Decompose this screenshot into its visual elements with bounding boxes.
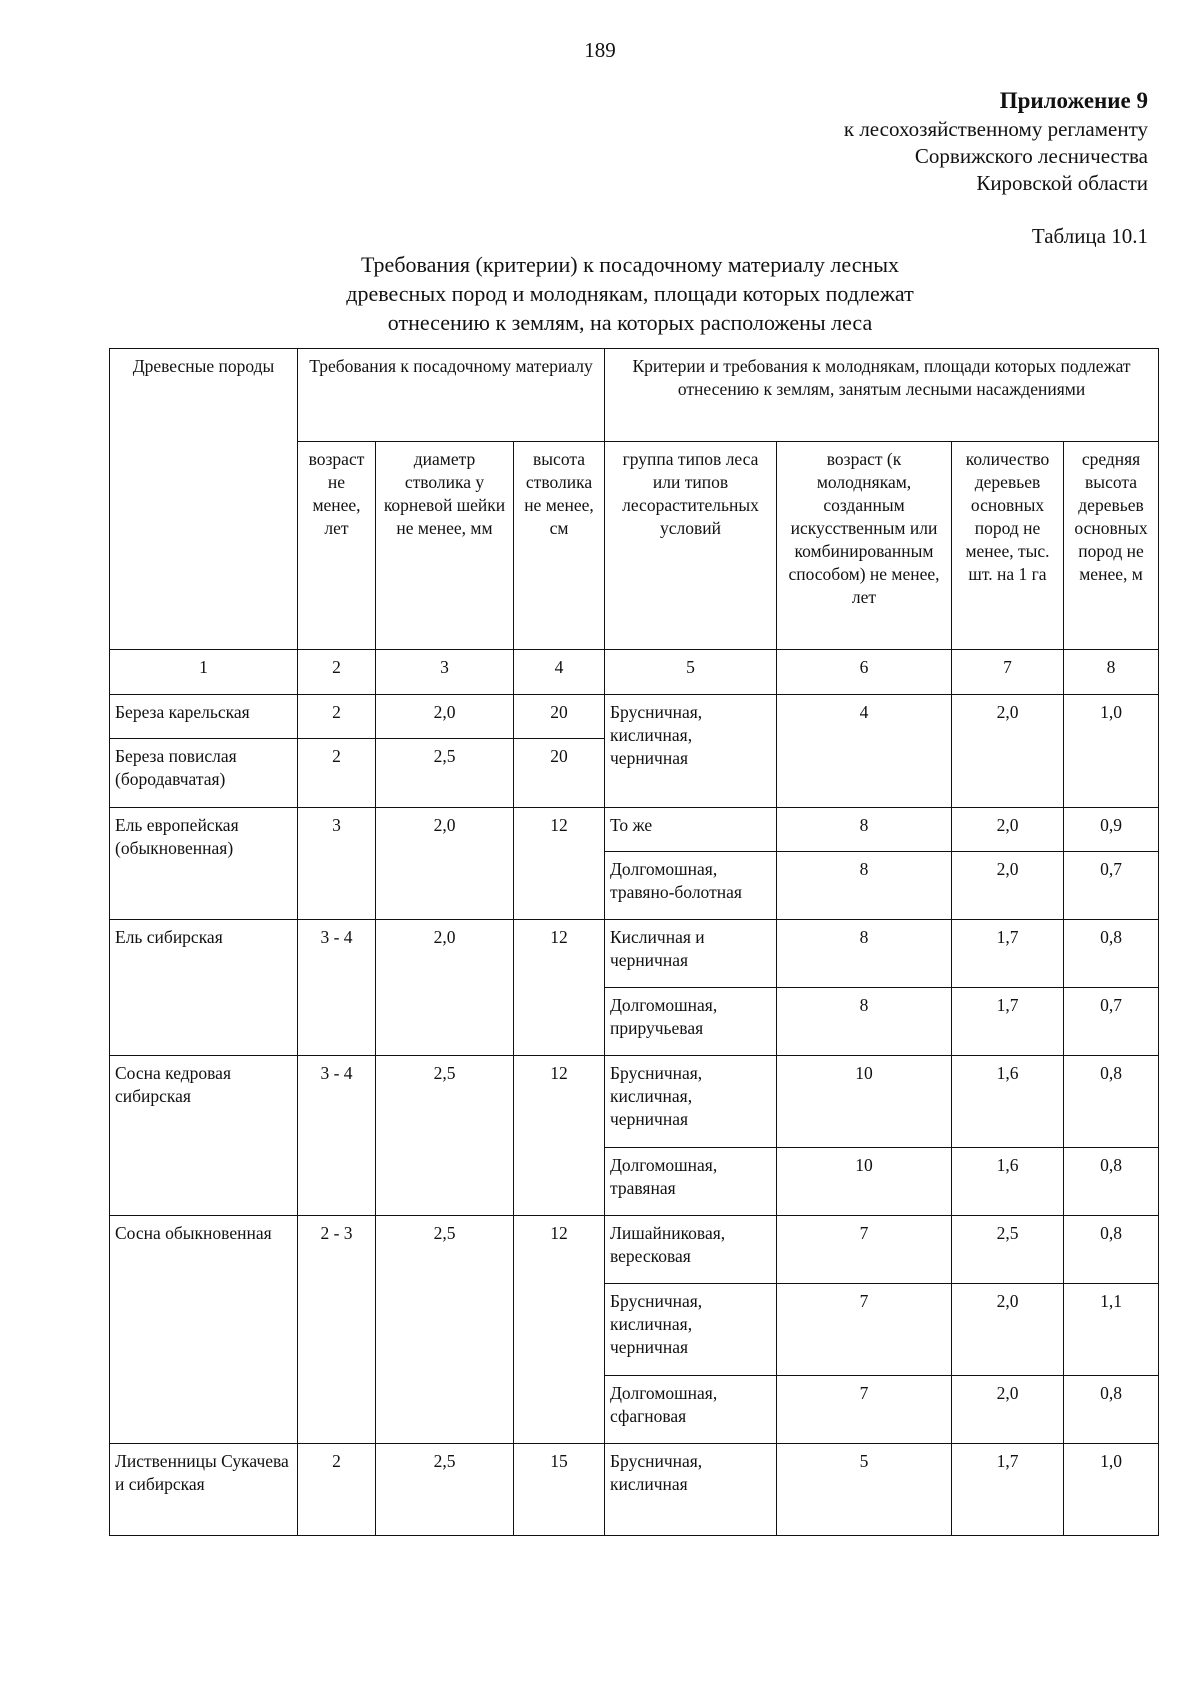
appendix-title: Приложение 9 — [999, 88, 1148, 113]
diameter-cell: 2,5 — [376, 1056, 514, 1216]
appendix-line-3: Кировской области — [976, 171, 1148, 195]
height-cell: 12 — [514, 920, 605, 1056]
avg-height-cell: 1,0 — [1064, 695, 1159, 808]
forest-type-cell: То же — [605, 808, 777, 852]
forest-type-cell: Брусничная, кисличная, черничная — [605, 1056, 777, 1148]
species-cell: Береза повислая (бородавчатая) — [110, 739, 298, 808]
appendix-block — [844, 86, 1148, 197]
species-cell: Береза карельская — [110, 695, 298, 739]
age-cell: 2 — [298, 695, 376, 739]
column-number-row — [110, 650, 1159, 695]
header-species: Древесные породы — [110, 349, 298, 650]
page-number: 189 — [584, 38, 616, 62]
avg-height-cell: 0,9 — [1064, 808, 1159, 852]
forest-type-cell: Долгомошная, травяно-болотная — [605, 852, 777, 920]
age-cell: 3 - 4 — [298, 1056, 376, 1216]
caption-line-2: древесных пород и молоднякам, площади которых подлежат — [346, 281, 914, 306]
young-age-cell: 5 — [777, 1444, 952, 1536]
age-cell: 3 — [298, 808, 376, 920]
table-row — [110, 1444, 1159, 1536]
forest-type-cell: Кисличная и черничная — [605, 920, 777, 988]
height-cell: 15 — [514, 1444, 605, 1536]
young-age-cell: 7 — [777, 1216, 952, 1284]
diameter-cell: 2,5 — [376, 739, 514, 808]
species-cell: Лиственницы Сукачева и сибирская — [110, 1444, 298, 1536]
column-number: 2 — [298, 650, 376, 695]
tree-count-cell: 1,7 — [952, 1444, 1064, 1536]
height-cell: 12 — [514, 1216, 605, 1444]
avg-height-cell: 1,1 — [1064, 1284, 1159, 1376]
young-age-cell: 10 — [777, 1056, 952, 1148]
tree-count-cell: 2,5 — [952, 1216, 1064, 1284]
forest-type-cell: Долгомошная, сфагновая — [605, 1376, 777, 1444]
table-row — [110, 808, 1159, 852]
header-young-age: возраст (к молоднякам, созданным искусственным или комбинированным способом) не менее, лет — [777, 442, 952, 650]
age-cell: 2 - 3 — [298, 1216, 376, 1444]
young-age-cell: 8 — [777, 852, 952, 920]
table-row — [110, 695, 1159, 739]
avg-height-cell: 0,8 — [1064, 1216, 1159, 1284]
tree-count-cell: 1,7 — [952, 988, 1064, 1056]
caption-line-3: отнесению к землям, на которых расположены леса — [387, 310, 873, 335]
height-cell: 20 — [514, 739, 605, 808]
tree-count-cell: 2,0 — [952, 695, 1064, 808]
diameter-cell: 2,0 — [376, 695, 514, 739]
column-number: 6 — [777, 650, 952, 695]
young-age-cell: 8 — [777, 920, 952, 988]
avg-height-cell: 0,8 — [1064, 1376, 1159, 1444]
header-height: высота стволика не менее, см — [514, 442, 605, 650]
header-row-1 — [110, 349, 1159, 442]
header-young-stands: Критерии и требования к молоднякам, площади которых подлежат отнесению к землям, занятым лесными насаждениями — [605, 349, 1159, 442]
column-number: 1 — [110, 650, 298, 695]
column-number: 3 — [376, 650, 514, 695]
table-row — [110, 920, 1159, 988]
table-row — [110, 1216, 1159, 1284]
age-cell: 3 - 4 — [298, 920, 376, 1056]
table-row — [110, 1056, 1159, 1148]
requirements-table — [109, 348, 1159, 1536]
forest-type-cell: Брусничная, кисличная — [605, 1444, 777, 1536]
young-age-cell: 7 — [777, 1284, 952, 1376]
column-number: 8 — [1064, 650, 1159, 695]
tree-count-cell: 1,6 — [952, 1148, 1064, 1216]
forest-type-cell: Брусничная, кисличная, черничная — [605, 1284, 777, 1376]
table-caption — [280, 250, 980, 337]
column-number: 7 — [952, 650, 1064, 695]
species-cell: Сосна кедровая сибирская — [110, 1056, 298, 1216]
height-cell: 20 — [514, 695, 605, 739]
header-planting-material: Требования к посадочному материалу — [298, 349, 605, 442]
young-age-cell: 10 — [777, 1148, 952, 1216]
young-age-cell: 8 — [777, 808, 952, 852]
height-cell: 12 — [514, 808, 605, 920]
avg-height-cell: 0,8 — [1064, 1148, 1159, 1216]
header-forest-type: группа типов леса или типов лесорастительных условий — [605, 442, 777, 650]
avg-height-cell: 0,8 — [1064, 920, 1159, 988]
appendix-line-1: к лесохозяйственному регламенту — [843, 117, 1148, 141]
species-cell: Сосна обыкновенная — [110, 1216, 298, 1444]
diameter-cell: 2,0 — [376, 920, 514, 1056]
tree-count-cell: 2,0 — [952, 808, 1064, 852]
height-cell: 12 — [514, 1056, 605, 1216]
forest-type-cell: Долгомошная, травяная — [605, 1148, 777, 1216]
age-cell: 2 — [298, 739, 376, 808]
age-cell: 2 — [298, 1444, 376, 1536]
tree-count-cell: 1,7 — [952, 920, 1064, 988]
diameter-cell: 2,5 — [376, 1216, 514, 1444]
appendix-line-2: Сорвижского лесничества — [914, 144, 1148, 168]
diameter-cell: 2,5 — [376, 1444, 514, 1536]
young-age-cell: 7 — [777, 1376, 952, 1444]
species-cell: Ель сибирская — [110, 920, 298, 1056]
tree-count-cell: 2,0 — [952, 1284, 1064, 1376]
header-tree-count: количество деревьев основных пород не менее, тыс. шт. на 1 га — [952, 442, 1064, 650]
header-age: возраст не менее, лет — [298, 442, 376, 650]
table-number: Таблица 10.1 — [1031, 224, 1148, 248]
diameter-cell: 2,0 — [376, 808, 514, 920]
tree-count-cell: 2,0 — [952, 1376, 1064, 1444]
column-number: 5 — [605, 650, 777, 695]
forest-type-cell: Лишайниковая, вересковая — [605, 1216, 777, 1284]
species-cell: Ель европейская (обыкновенная) — [110, 808, 298, 920]
header-diameter: диаметр стволика у корневой шейки не менее, мм — [376, 442, 514, 650]
forest-type-cell: Долгомошная, приручьевая — [605, 988, 777, 1056]
young-age-cell: 8 — [777, 988, 952, 1056]
avg-height-cell: 1,0 — [1064, 1444, 1159, 1536]
avg-height-cell: 0,7 — [1064, 988, 1159, 1056]
caption-line-1: Требования (критерии) к посадочному материалу лесных — [360, 252, 900, 277]
header-avg-height: средняя высота деревьев основных пород не менее, м — [1064, 442, 1159, 650]
avg-height-cell: 0,8 — [1064, 1056, 1159, 1148]
avg-height-cell: 0,7 — [1064, 852, 1159, 920]
tree-count-cell: 2,0 — [952, 852, 1064, 920]
column-number: 4 — [514, 650, 605, 695]
young-age-cell: 4 — [777, 695, 952, 808]
tree-count-cell: 1,6 — [952, 1056, 1064, 1148]
forest-type-cell: Брусничная, кисличная, черничная — [605, 695, 777, 808]
